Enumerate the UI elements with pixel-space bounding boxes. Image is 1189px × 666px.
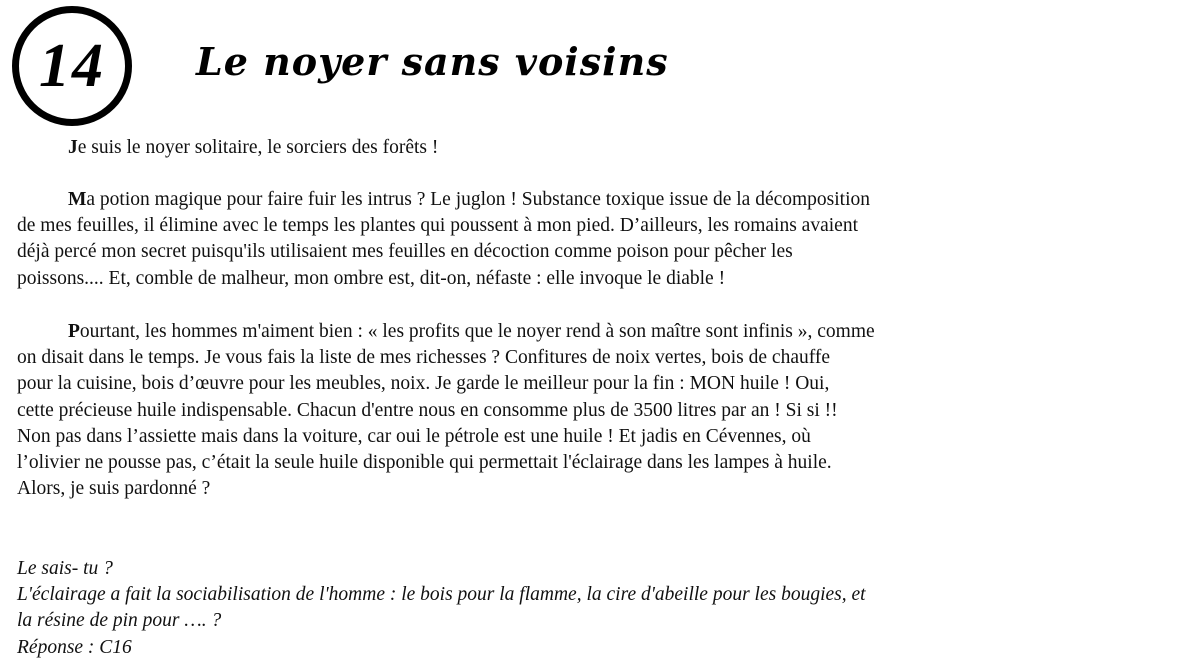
- quiz-question-line: la résine de pin pour …. ?: [17, 610, 222, 632]
- dropcap-letter: P: [68, 321, 80, 342]
- quiz-answer: Réponse : C16: [17, 636, 132, 658]
- paragraph-line: on disait dans le temps. Je vous fais la liste de mes richesses ? Confitures de noix vertes, bois de chauffe: [17, 347, 831, 369]
- dropcap-letter: M: [68, 189, 87, 210]
- paragraph-line: cette précieuse huile indispensable. Chacun d'entre nous en consomme plus de 3500 litres par an ! Si si !!: [17, 399, 838, 421]
- paragraph-line: Je suis le noyer solitaire, le sorciers des forêts !: [68, 137, 439, 158]
- quiz-box: [17, 556, 1027, 661]
- paragraph-line: déjà percé mon secret puisqu'ils utilisaient mes feuilles en décoction comme poison pour pêcher les: [17, 241, 793, 263]
- quiz-question-line: L'éclairage a fait la sociabilisation de l'homme : le bois pour la flamme, la cire d'abeille pour les bougies, et: [17, 584, 866, 606]
- paragraph-line: Pourtant, les hommes m'aiment bien : « les profits que le noyer rend à son maître sont infinis », comme: [68, 321, 875, 342]
- paragraph-richesses: [17, 319, 1027, 502]
- chapter-number: 14: [39, 32, 105, 100]
- paragraph-line: de mes feuilles, il élimine avec le temps les plantes qui poussent à mon pied. D’ailleurs, les romains avaient: [17, 215, 858, 237]
- dropcap-letter: J: [68, 137, 78, 158]
- paragraph-line: Non pas dans l’assiette mais dans la voiture, car oui le pétrole est une huile ! Et jadis en Cévennes, où: [17, 425, 811, 447]
- paragraph-line: pour la cuisine, bois d’œuvre pour les meubles, noix. Je garde le meilleur pour la fin : MON huile ! Oui,: [17, 373, 830, 395]
- chapter-number-badge: [12, 6, 132, 126]
- page-title: Le noyer sans voisins: [196, 39, 669, 84]
- paragraph-juglon: [17, 187, 1027, 292]
- paragraph-line: poissons.... Et, comble de malheur, mon ombre est, dit-on, néfaste : elle invoque le diable !: [17, 267, 726, 289]
- paragraph-line: Ma potion magique pour faire fuir les intrus ? Le juglon ! Substance toxique issue de la décomposition: [68, 189, 871, 210]
- paragraph-intro: [17, 135, 1027, 161]
- paragraph-line: l’olivier ne pousse pas, c’était la seule huile disponible qui permettait l'éclairage dans les lampes à huile.: [17, 452, 832, 474]
- quiz-heading: Le sais- tu ?: [17, 558, 113, 579]
- paragraph-line: Alors, je suis pardonné ?: [17, 478, 211, 500]
